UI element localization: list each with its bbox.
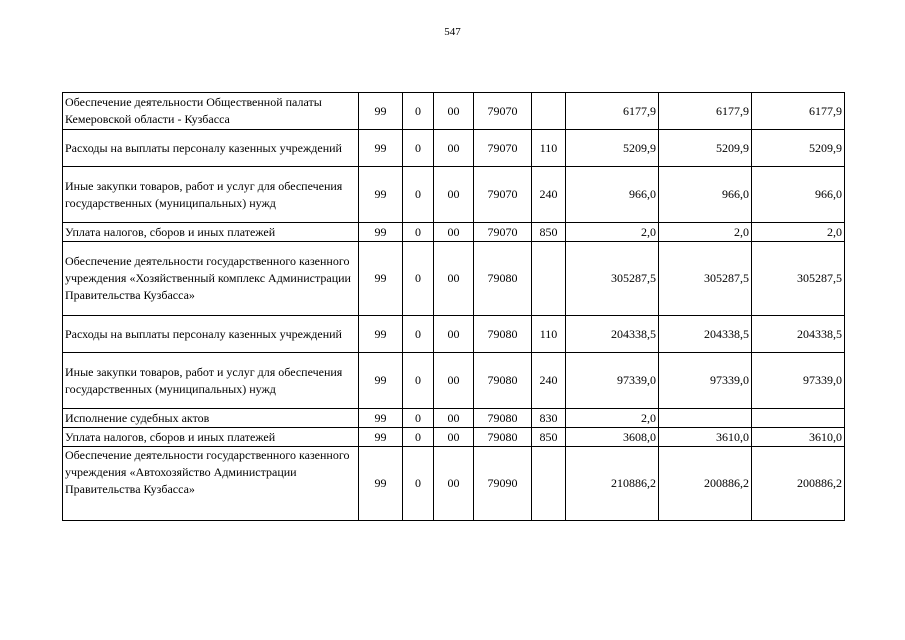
value-3: 966,0 <box>752 167 845 223</box>
value-1: 6177,9 <box>566 93 659 130</box>
col-c: 00 <box>434 316 474 353</box>
col-d: 79070 <box>474 130 532 167</box>
table-row <box>63 130 845 167</box>
value-2: 204338,5 <box>659 316 752 353</box>
value-3: 305287,5 <box>752 242 845 316</box>
col-a: 99 <box>359 93 403 130</box>
value-1: 2,0 <box>566 223 659 242</box>
value-3: 2,0 <box>752 223 845 242</box>
table-row <box>63 242 845 316</box>
table-row <box>63 353 845 409</box>
value-1: 966,0 <box>566 167 659 223</box>
row-name: Уплата налогов, сборов и иных платежей <box>63 428 359 447</box>
value-3: 3610,0 <box>752 428 845 447</box>
col-a: 99 <box>359 409 403 428</box>
value-3: 5209,9 <box>752 130 845 167</box>
row-name: Уплата налогов, сборов и иных платежей <box>63 223 359 242</box>
col-b: 0 <box>403 409 434 428</box>
row-name: Обеспечение деятельности государственного казенного учреждения «Хозяйственный комплекс Администрации Правительства Кузбасса» <box>63 242 359 316</box>
col-c: 00 <box>434 428 474 447</box>
table-row <box>63 428 845 447</box>
row-name: Иные закупки товаров, работ и услуг для обеспечения государственных (муниципальных) нужд <box>63 167 359 223</box>
col-c: 00 <box>434 409 474 428</box>
value-2: 2,0 <box>659 223 752 242</box>
value-1: 2,0 <box>566 409 659 428</box>
table-row <box>63 316 845 353</box>
col-d: 79070 <box>474 167 532 223</box>
value-1: 305287,5 <box>566 242 659 316</box>
col-b: 0 <box>403 130 434 167</box>
col-e: 240 <box>532 353 566 409</box>
col-c: 00 <box>434 223 474 242</box>
col-a: 99 <box>359 167 403 223</box>
table-row <box>63 93 845 130</box>
col-a: 99 <box>359 242 403 316</box>
col-e: 830 <box>532 409 566 428</box>
value-1: 5209,9 <box>566 130 659 167</box>
value-3: 97339,0 <box>752 353 845 409</box>
value-2 <box>659 409 752 428</box>
col-d: 79080 <box>474 428 532 447</box>
value-2: 6177,9 <box>659 93 752 130</box>
col-d: 79080 <box>474 353 532 409</box>
col-e <box>532 93 566 130</box>
col-b: 0 <box>403 93 434 130</box>
value-1: 204338,5 <box>566 316 659 353</box>
value-3 <box>752 409 845 428</box>
value-1: 3608,0 <box>566 428 659 447</box>
col-b: 0 <box>403 223 434 242</box>
value-2: 3610,0 <box>659 428 752 447</box>
col-d: 79070 <box>474 93 532 130</box>
col-e <box>532 242 566 316</box>
col-a: 99 <box>359 316 403 353</box>
col-c: 00 <box>434 447 474 521</box>
col-d: 79080 <box>474 409 532 428</box>
col-c: 00 <box>434 93 474 130</box>
col-a: 99 <box>359 428 403 447</box>
page-number: 547 <box>444 26 461 38</box>
row-name: Иные закупки товаров, работ и услуг для обеспечения государственных (муниципальных) нужд <box>63 353 359 409</box>
value-2: 200886,2 <box>659 447 752 521</box>
col-b: 0 <box>403 167 434 223</box>
col-b: 0 <box>403 353 434 409</box>
value-1: 97339,0 <box>566 353 659 409</box>
budget-table <box>62 92 845 521</box>
value-2: 97339,0 <box>659 353 752 409</box>
table-row <box>63 447 845 521</box>
col-d: 79080 <box>474 316 532 353</box>
col-b: 0 <box>403 242 434 316</box>
row-name: Расходы на выплаты персоналу казенных учреждений <box>63 316 359 353</box>
value-3: 6177,9 <box>752 93 845 130</box>
col-c: 00 <box>434 130 474 167</box>
col-e <box>532 447 566 521</box>
table-row <box>63 223 845 242</box>
col-e: 850 <box>532 428 566 447</box>
col-a: 99 <box>359 447 403 521</box>
row-name: Исполнение судебных актов <box>63 409 359 428</box>
col-c: 00 <box>434 242 474 316</box>
row-name: Обеспечение деятельности государственного казенного учреждения «Автохозяйство Администрации Правительства Кузбасса» <box>63 447 359 521</box>
value-2: 5209,9 <box>659 130 752 167</box>
col-b: 0 <box>403 428 434 447</box>
row-name: Расходы на выплаты персоналу казенных учреждений <box>63 130 359 167</box>
value-2: 305287,5 <box>659 242 752 316</box>
table-row <box>63 409 845 428</box>
col-b: 0 <box>403 316 434 353</box>
col-d: 79080 <box>474 242 532 316</box>
col-c: 00 <box>434 167 474 223</box>
col-c: 00 <box>434 353 474 409</box>
col-b: 0 <box>403 447 434 521</box>
col-e: 850 <box>532 223 566 242</box>
value-3: 204338,5 <box>752 316 845 353</box>
col-d: 79070 <box>474 223 532 242</box>
col-a: 99 <box>359 130 403 167</box>
value-2: 966,0 <box>659 167 752 223</box>
col-a: 99 <box>359 223 403 242</box>
table-row <box>63 167 845 223</box>
col-a: 99 <box>359 353 403 409</box>
row-name: Обеспечение деятельности Общественной палаты Кемеровской области - Кузбасса <box>63 93 359 130</box>
col-e: 110 <box>532 130 566 167</box>
col-d: 79090 <box>474 447 532 521</box>
value-3: 200886,2 <box>752 447 845 521</box>
col-e: 240 <box>532 167 566 223</box>
col-e: 110 <box>532 316 566 353</box>
value-1: 210886,2 <box>566 447 659 521</box>
